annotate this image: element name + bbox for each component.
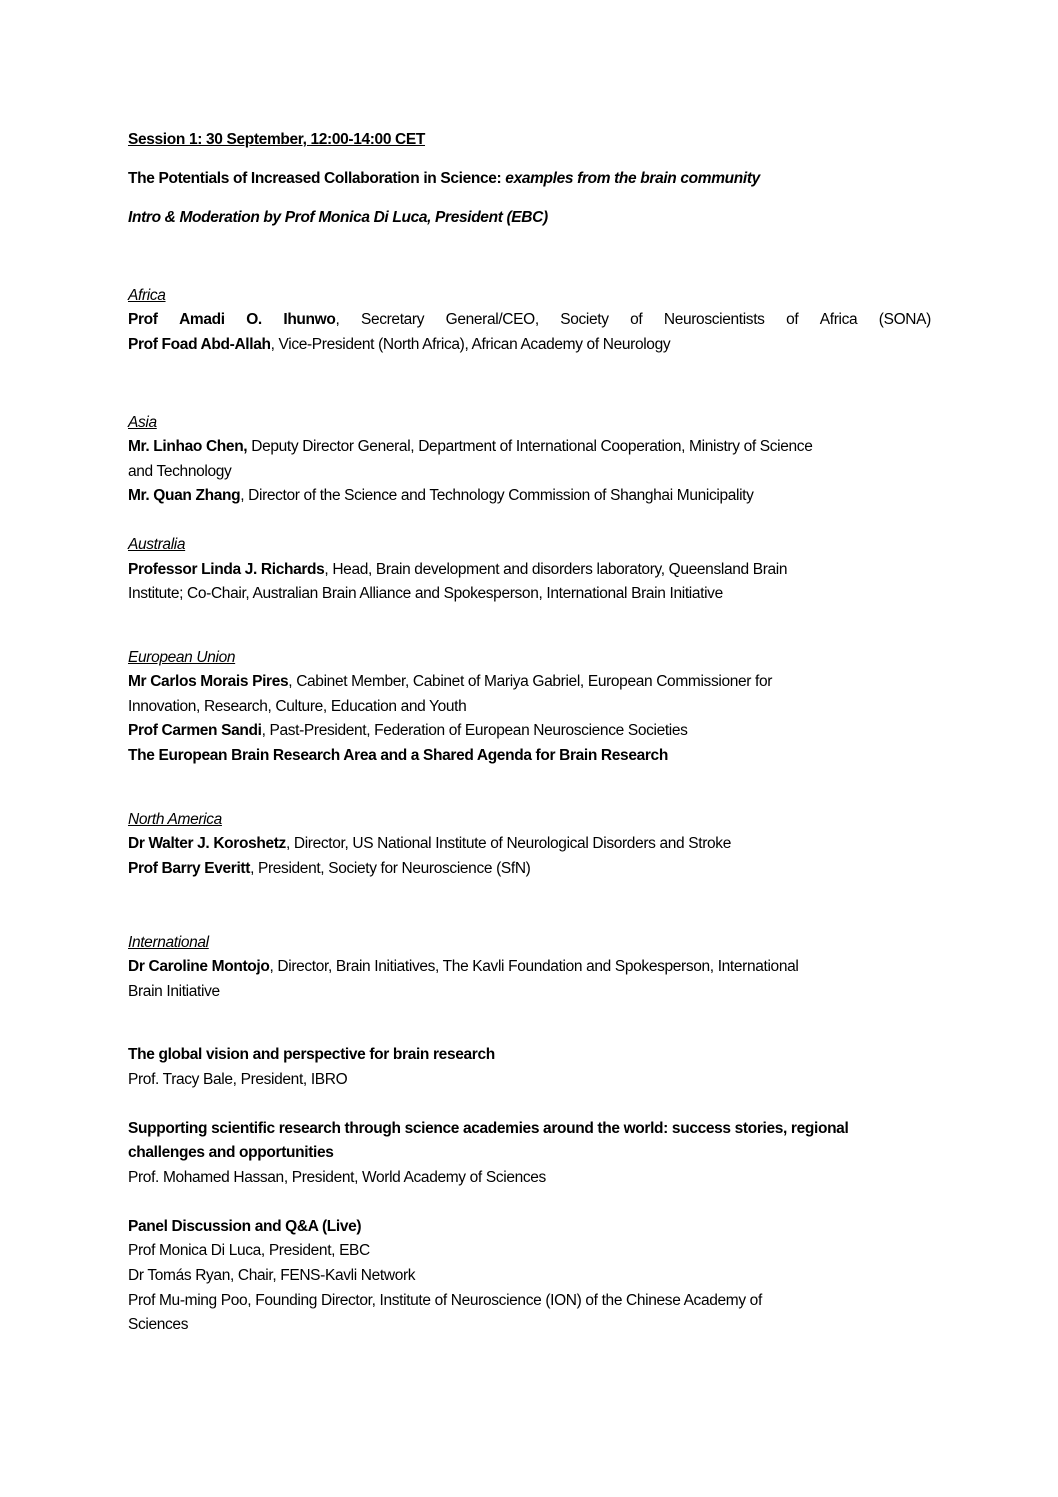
talk-title-global-vision: The global vision and perspective for brain research <box>128 1046 495 1063</box>
speaker-role: Neuroscientists <box>663 311 765 328</box>
speaker-name: Dr Walter J. Koroshetz <box>128 835 286 852</box>
talk-speaker-global-vision: Prof. Tracy Bale, President, IBRO <box>128 1071 348 1088</box>
speaker-name: Prof Barry Everitt <box>128 860 251 877</box>
talk-title-academies-line1: Supporting scientific research through science academies around the world: success stories, regional <box>128 1120 849 1137</box>
speaker-asia-2 <box>128 486 754 506</box>
speaker-role: , Director, Brain Initiatives, The Kavli Foundation and Spokesperson, International <box>269 958 799 975</box>
speaker-eu-1-cont: Innovation, Research, Culture, Education and Youth <box>128 698 467 715</box>
speaker-name: Prof Carmen Sandi <box>128 722 262 739</box>
moderation-line: Intro & Moderation by Prof Monica Di Luca, President (EBC) <box>128 209 548 226</box>
speaker-na-1 <box>128 834 731 854</box>
session-title <box>128 169 760 189</box>
panel-member-cont: Sciences <box>128 1316 189 1333</box>
speaker-role: Deputy Director General, Department of International Cooperation, Ministry of Science <box>247 438 813 455</box>
speaker-role: , Past-President, Federation of European Neuroscience Societies <box>261 722 688 739</box>
speaker-name-role: Ihunwo, <box>283 311 340 328</box>
speaker-role: Secretary <box>360 311 425 328</box>
speaker-role: Africa <box>819 311 858 328</box>
speaker-name: Mr Carlos Morais Pires <box>128 673 289 690</box>
region-heading-international: International <box>128 934 209 951</box>
speaker-name: Prof <box>128 311 158 328</box>
speaker-role: , President, Society for Neuroscience (SfN) <box>250 860 531 877</box>
talk-title-academies-line2: challenges and opportunities <box>128 1144 334 1161</box>
speaker-role: , Vice-President (North Africa), African Academy of Neurology <box>270 336 671 353</box>
speaker-role: (SONA) <box>878 311 931 328</box>
speaker-role: General/CEO, <box>445 311 539 328</box>
session-heading: Session 1: 30 September, 12:00-14:00 CET <box>128 131 426 148</box>
session-title-italic: examples from the brain community <box>505 170 760 187</box>
session-title-main: The Potentials of Increased Collaboration in Science: <box>128 170 506 187</box>
speaker-role: of <box>630 311 643 328</box>
speaker-role: , Cabinet Member, Cabinet of Mariya Gabriel, European Commissioner for <box>288 673 773 690</box>
speaker-name: Mr. Quan Zhang <box>128 487 241 504</box>
speaker-intl-1 <box>128 957 798 977</box>
speaker-asia-1 <box>128 437 812 457</box>
region-heading-africa: Africa <box>128 287 166 304</box>
region-heading-australia: Australia <box>128 536 186 553</box>
speaker-role: , Director, US National Institute of Neurological Disorders and Stroke <box>285 835 731 852</box>
speaker-role: , Director of the Science and Technology Commission of Shanghai Municipality <box>240 487 754 504</box>
speaker-australia-1 <box>128 560 787 580</box>
panel-member: Prof Mu-ming Poo, Founding Director, Institute of Neuroscience (ION) of the Chinese Academy of <box>128 1292 762 1309</box>
speaker-role: Society <box>560 311 609 328</box>
speaker-asia-1-cont: and Technology <box>128 463 232 480</box>
speaker-name: Prof Foad Abd-Allah <box>128 336 271 353</box>
panel-title: Panel Discussion and Q&A (Live) <box>128 1218 362 1235</box>
speaker-name: Amadi <box>179 311 225 328</box>
speaker-role: , Head, Brain development and disorders laboratory, Queensland Brain <box>324 561 788 578</box>
eu-talk-title: The European Brain Research Area and a Shared Agenda for Brain Research <box>128 747 668 764</box>
speaker-eu-1 <box>128 672 772 692</box>
region-heading-asia: Asia <box>128 414 157 431</box>
region-heading-north-america: North America <box>128 811 222 828</box>
panel-member: Dr Tomás Ryan, Chair, FENS-Kavli Network <box>128 1267 416 1284</box>
region-heading-eu: European Union <box>128 649 236 666</box>
speaker-australia-1-cont: Institute; Co-Chair, Australian Brain Alliance and Spokesperson, International Brain Initiative <box>128 585 723 602</box>
speaker-africa-2 <box>128 335 670 355</box>
talk-speaker-academies: Prof. Mohamed Hassan, President, World Academy of Sciences <box>128 1169 546 1186</box>
speaker-name: Mr. Linhao Chen, <box>128 438 248 455</box>
speaker-name: O. <box>246 311 262 328</box>
speaker-role: of <box>786 311 799 328</box>
speaker-intl-1-cont: Brain Initiative <box>128 983 220 1000</box>
speaker-name: Dr Caroline Montojo <box>128 958 270 975</box>
speaker-africa-1 <box>128 310 931 330</box>
panel-member: Prof Monica Di Luca, President, EBC <box>128 1242 370 1259</box>
speaker-name: Professor Linda J. Richards <box>128 561 325 578</box>
speaker-eu-2 <box>128 721 688 741</box>
speaker-na-2 <box>128 859 531 879</box>
